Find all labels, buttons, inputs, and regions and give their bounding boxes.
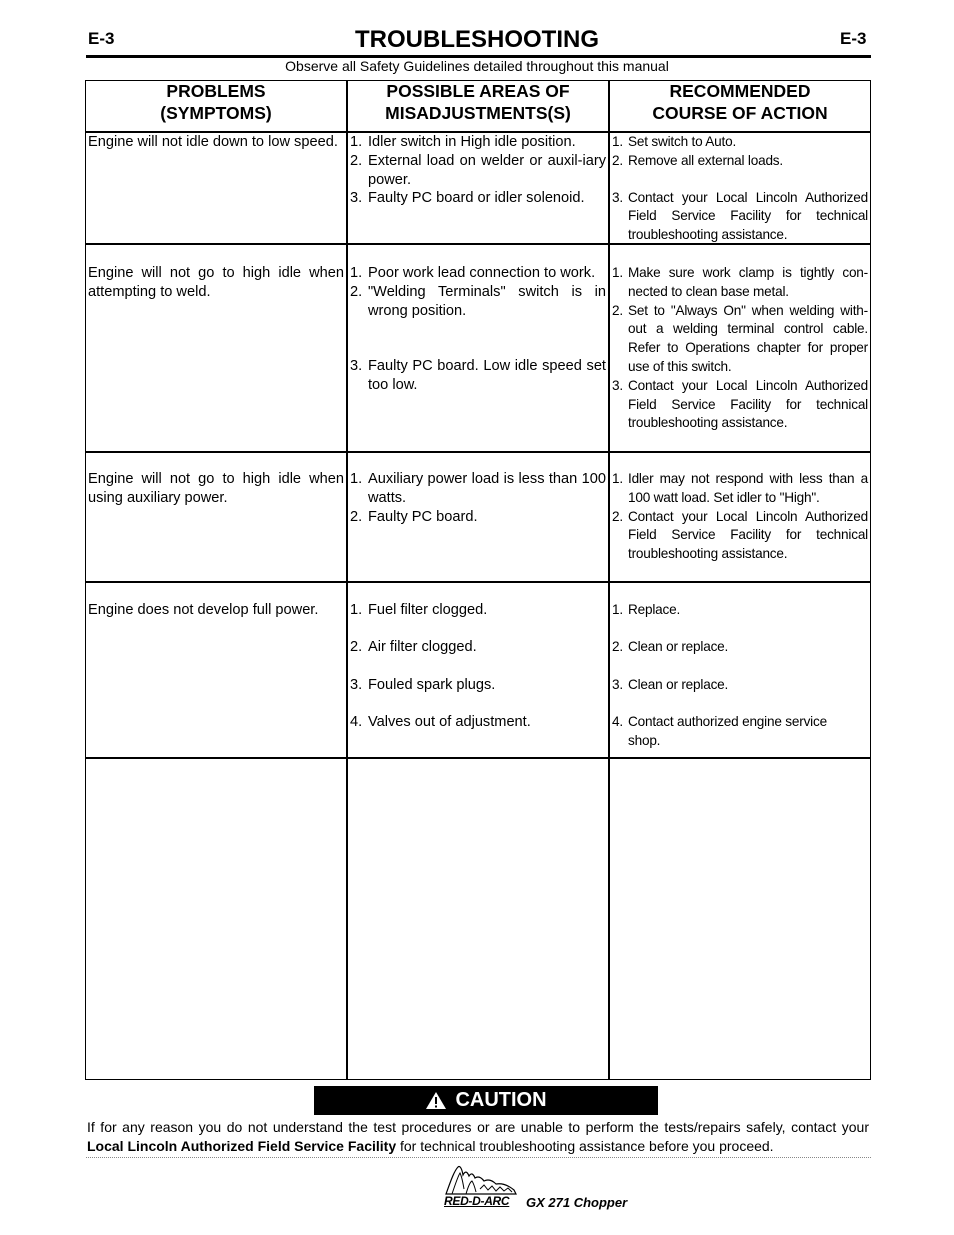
item-number: 2. [612,639,623,655]
item-text: Faulty PC board. Low idle speed set too low. [368,358,606,394]
item-number: 2. [612,302,623,318]
item-number: 4. [350,713,363,730]
problem-cell: Engine will not go to high idle when attempting to weld. [88,265,344,300]
item-text: Fouled spark plugs. [368,676,496,693]
list-item [612,638,868,657]
item-text: Clean or replace. [628,639,729,655]
list-item [612,601,868,620]
item-text: Set switch to Auto. [628,134,737,149]
column-header-line: PROBLEMS [166,81,266,101]
caution-text-part: for technical troubleshooting assistance before you proceed. [396,1138,774,1154]
item-number: 3. [350,676,363,693]
item-number: 2. [350,283,363,300]
actions-cell [612,470,868,564]
red-d-arc-logo-icon [444,1163,520,1195]
item-number: 2. [350,639,363,656]
item-number: 3. [612,676,623,692]
list-item [350,601,606,620]
page-code-right: E-3 [840,29,867,48]
caution-label: CAUTION [455,1089,547,1111]
actions-cell [612,264,868,433]
item-text: Remove all external loads. [628,152,783,168]
page-title: TROUBLESHOOTING [355,26,599,53]
safety-subtitle: Observe all Safety Guidelines detailed throughout this manual [285,58,669,74]
list-item [612,302,868,377]
item-number: 1. [350,602,363,618]
column-header-line: MISADJUSTMENTS(S) [385,103,571,123]
column-header-causes [348,80,608,132]
item-text: Contact your Local Lincoln Authorized Field Service Facility for technical troubleshooting assistance. [628,377,868,431]
caution-text [87,1118,869,1156]
item-number: 1. [350,265,363,281]
item-text: External load on welder or auxil-iary power. [368,152,606,188]
item-number: 3. [612,189,623,205]
footer-divider [86,1157,871,1158]
list-item [350,264,606,283]
list-item [612,152,868,171]
problem-cell: Engine will not idle down to low speed. [88,134,338,150]
item-number: 2. [612,508,623,524]
column-header-actions [610,80,870,132]
list-item [350,676,606,695]
causes-cell [350,264,606,395]
item-text: Make sure work clamp is tightly con-nected to clean base metal. [628,265,868,299]
row-divider [85,757,871,759]
item-number: 2. [350,508,363,525]
causes-cell [350,133,606,208]
item-text: Poor work lead connection to work. [368,265,596,281]
item-number: 1. [612,134,623,149]
column-divider [346,80,348,1080]
column-header-line: RECOMMENDED [669,81,811,101]
item-number: 3. [612,377,623,393]
item-number: 2. [612,152,623,168]
item-number: 1. [612,602,623,617]
page-code-left: E-3 [88,29,115,48]
list-item [612,713,852,751]
item-text: Faulty PC board or idler solenoid. [368,190,585,207]
column-header-line: COURSE OF ACTION [652,103,828,123]
item-text: Contact authorized engine service shop. [628,713,827,748]
item-number: 3. [350,190,363,207]
item-text: Idler switch in High idle position. [368,134,576,150]
caution-text-bold: Local Lincoln Authorized Field Service Facility [87,1138,397,1154]
list-item [350,470,606,508]
item-number: 1. [612,265,623,280]
list-item [350,638,606,657]
item-number: 1. [612,471,623,486]
column-header-line: (SYMPTOMS) [160,103,272,123]
item-text: Clean or replace. [628,676,729,692]
item-number: 3. [350,358,363,375]
list-item [350,152,606,190]
list-item [612,189,868,245]
item-number: 1. [350,471,363,487]
row-divider [85,581,871,583]
column-header-line: POSSIBLE AREAS OF [386,81,570,101]
list-item [612,377,868,433]
caution-banner [314,1086,658,1115]
red-d-arc-logo-text: RED-D-ARC [444,1194,510,1208]
problem-cell: Engine does not develop full power. [88,602,319,618]
item-number: 1. [350,134,363,150]
list-item [350,508,606,527]
row-divider [85,451,871,453]
list-item [612,470,868,508]
caution-text-part: If for any reason you do not understand the test procedures or are unable to perform the tests/repairs safely, contact your [87,1119,869,1135]
column-header-problems [86,80,346,132]
item-text: Contact your Local Lincoln Authorized Field Service Facility for technical troubleshooting assistance. [628,189,868,243]
list-item [350,713,606,732]
list-item [350,283,606,321]
list-item [612,508,868,564]
list-item [350,189,606,208]
item-text: Contact your Local Lincoln Authorized Field Service Facility for technical troubleshooting assistance. [628,508,868,562]
item-text: Replace. [628,602,681,617]
list-item [350,357,606,395]
item-text: Idler may not respond with less than a 100 watt load. Set idler to "High". [628,471,868,505]
item-text: Set to "Always On" when welding with-out a welding terminal control cable. Refer to Operations chapter for proper use of this switch. [628,302,868,374]
list-item [612,133,868,152]
item-number: 2. [350,152,363,169]
footer-model: GX 271 Chopper [526,1195,628,1210]
list-item [612,264,868,302]
item-text: "Welding Terminals" switch is in wrong position. [368,283,606,319]
warning-icon [425,1091,447,1110]
item-text: Air filter clogged. [368,639,477,656]
column-divider [608,80,610,1080]
actions-cell [612,601,868,750]
item-text: Auxiliary power load is less than 100 watts. [368,471,606,506]
list-item [350,133,606,152]
item-text: Faulty PC board. [368,508,478,525]
item-text: Valves out of adjustment. [368,713,531,730]
list-item [612,676,868,695]
item-text: Fuel filter clogged. [368,602,488,618]
problem-cell: Engine will not go to high idle when using auxiliary power. [88,471,344,506]
causes-cell [350,470,606,526]
causes-cell [350,601,606,732]
actions-cell [612,133,868,245]
item-number: 4. [612,713,623,729]
